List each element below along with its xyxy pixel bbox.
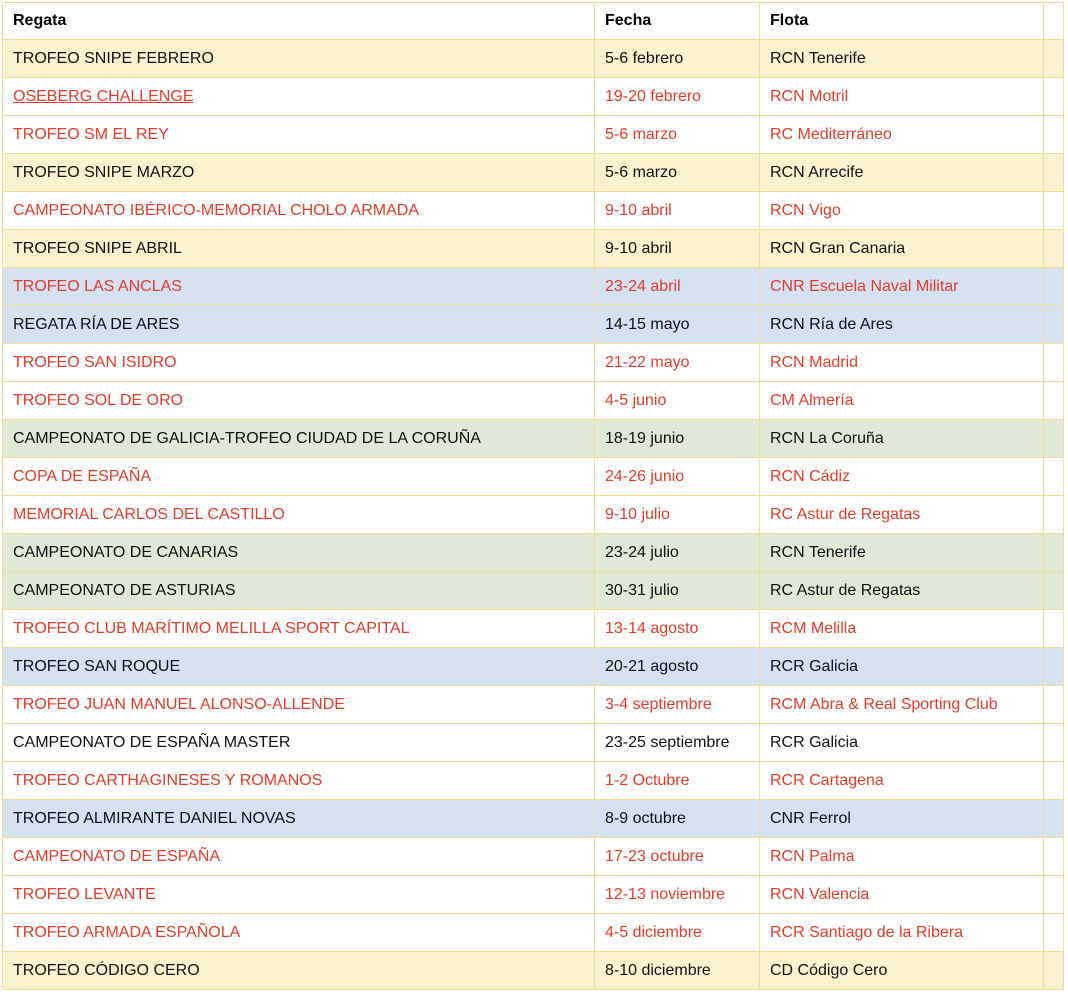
fecha-cell: 13-14 agosto [595,610,760,648]
flota-cell: CNR Ferrol [760,800,1044,838]
flota-cell: RCN Valencia [760,876,1044,914]
fecha-cell: 12-13 noviembre [595,876,760,914]
regata-cell: TROFEO CÓDIGO CERO [3,952,595,990]
fecha-cell: 18-19 junio [595,420,760,458]
blank-cell [1044,116,1064,154]
table-row [3,268,1064,306]
table-row [3,724,1064,762]
blank-cell [1044,154,1064,192]
regata-cell: TROFEO CLUB MARÍTIMO MELILLA SPORT CAPITAL [3,610,595,648]
flota-cell: RCR Galicia [760,724,1044,762]
regata-cell: CAMPEONATO IBÉRICO-MEMORIAL CHOLO ARMADA [3,192,595,230]
blank-cell [1044,952,1064,990]
regata-cell: CAMPEONATO DE CANARIAS [3,534,595,572]
blank-cell [1044,458,1064,496]
flota-cell: RCN Palma [760,838,1044,876]
blank-cell [1044,496,1064,534]
fecha-cell: 3-4 septiembre [595,686,760,724]
fecha-cell: 9-10 julio [595,496,760,534]
fecha-cell: 14-15 mayo [595,306,760,344]
fecha-cell: 21-22 mayo [595,344,760,382]
table-row [3,876,1064,914]
flota-cell: RCN Motril [760,78,1044,116]
blank-cell [1044,268,1064,306]
header-fecha: Fecha [595,3,760,40]
fecha-cell: 1-2 Octubre [595,762,760,800]
table-row [3,838,1064,876]
fecha-cell: 23-24 julio [595,534,760,572]
table-row [3,572,1064,610]
blank-cell [1044,686,1064,724]
regata-cell: CAMPEONATO DE ESPAÑA MASTER [3,724,595,762]
fecha-cell: 8-9 octubre [595,800,760,838]
table-body [3,40,1064,990]
header-regata: Regata [3,3,595,40]
regata-cell: TROFEO JUAN MANUEL ALONSO-ALLENDE [3,686,595,724]
blank-cell [1044,344,1064,382]
regata-cell: CAMPEONATO DE GALICIA-TROFEO CIUDAD DE LA CORUÑA [3,420,595,458]
regata-cell[interactable]: OSEBERG CHALLENGE [3,78,595,116]
regata-cell: TROFEO SM EL REY [3,116,595,154]
fecha-cell: 5-6 marzo [595,116,760,154]
fecha-cell: 20-21 agosto [595,648,760,686]
blank-cell [1044,762,1064,800]
table-row [3,610,1064,648]
flota-cell: RCN Cádiz [760,458,1044,496]
blank-cell [1044,914,1064,952]
fecha-cell: 17-23 octubre [595,838,760,876]
fecha-cell: 30-31 julio [595,572,760,610]
table-row [3,648,1064,686]
blank-cell [1044,382,1064,420]
table-row [3,230,1064,268]
table-row [3,496,1064,534]
regata-cell: TROFEO SNIPE FEBRERO [3,40,595,78]
blank-cell [1044,724,1064,762]
flota-cell: RCN Ría de Ares [760,306,1044,344]
table-row [3,800,1064,838]
flota-cell: RCN La Coruña [760,420,1044,458]
regata-cell: TROFEO CARTHAGINESES Y ROMANOS [3,762,595,800]
table-row [3,420,1064,458]
regata-cell: TROFEO SNIPE ABRIL [3,230,595,268]
regata-cell: TROFEO LAS ANCLAS [3,268,595,306]
flota-cell: RC Astur de Regatas [760,496,1044,534]
regata-cell: CAMPEONATO DE ASTURIAS [3,572,595,610]
blank-cell [1044,192,1064,230]
table-row [3,306,1064,344]
blank-cell [1044,838,1064,876]
flota-cell: RCR Galicia [760,648,1044,686]
fecha-cell: 19-20 febrero [595,78,760,116]
table-row [3,154,1064,192]
regata-cell: CAMPEONATO DE ESPAÑA [3,838,595,876]
flota-cell: RCN Madrid [760,344,1044,382]
regata-cell: TROFEO SAN ISIDRO [3,344,595,382]
flota-cell: RCM Abra & Real Sporting Club [760,686,1044,724]
fecha-cell: 8-10 diciembre [595,952,760,990]
regata-cell: TROFEO ALMIRANTE DANIEL NOVAS [3,800,595,838]
fecha-cell: 9-10 abril [595,230,760,268]
fecha-cell: 4-5 diciembre [595,914,760,952]
fecha-cell: 9-10 abril [595,192,760,230]
blank-cell [1044,800,1064,838]
blank-cell [1044,78,1064,116]
table-row [3,534,1064,572]
regata-cell: TROFEO ARMADA ESPAÑOLA [3,914,595,952]
blank-cell [1044,420,1064,458]
header-row [3,3,1064,40]
regata-cell: TROFEO LEVANTE [3,876,595,914]
flota-cell: CD Código Cero [760,952,1044,990]
table-row [3,686,1064,724]
flota-cell: CNR Escuela Naval Militar [760,268,1044,306]
table-row [3,78,1064,116]
table-row [3,914,1064,952]
header-flota: Flota [760,3,1044,40]
flota-cell: RCN Gran Canaria [760,230,1044,268]
flota-cell: CM Almería [760,382,1044,420]
flota-cell: RCM Melilla [760,610,1044,648]
fecha-cell: 5-6 febrero [595,40,760,78]
regata-cell: TROFEO SNIPE MARZO [3,154,595,192]
blank-cell [1044,230,1064,268]
table-row [3,192,1064,230]
regata-cell: REGATA RÍA DE ARES [3,306,595,344]
table-row [3,458,1064,496]
flota-cell: RCR Cartagena [760,762,1044,800]
fecha-cell: 5-6 marzo [595,154,760,192]
regata-cell: MEMORIAL CARLOS DEL CASTILLO [3,496,595,534]
table-row [3,344,1064,382]
table-row [3,382,1064,420]
blank-cell [1044,40,1064,78]
flota-cell: RCN Arrecife [760,154,1044,192]
fecha-cell: 23-24 abril [595,268,760,306]
blank-cell [1044,306,1064,344]
flota-cell: RCR Santiago de la Ribera [760,914,1044,952]
fecha-cell: 4-5 junio [595,382,760,420]
flota-cell: RCN Tenerife [760,534,1044,572]
table-row [3,762,1064,800]
table-row [3,40,1064,78]
table-row [3,116,1064,154]
blank-cell [1044,648,1064,686]
regata-cell: TROFEO SOL DE ORO [3,382,595,420]
flota-cell: RC Astur de Regatas [760,572,1044,610]
flota-cell: RCN Vigo [760,192,1044,230]
fecha-cell: 23-25 septiembre [595,724,760,762]
fecha-cell: 24-26 junio [595,458,760,496]
regattas-table [2,2,1064,990]
blank-cell [1044,610,1064,648]
flota-cell: RCN Tenerife [760,40,1044,78]
blank-cell [1044,534,1064,572]
regata-cell: TROFEO SAN ROQUE [3,648,595,686]
regata-cell: COPA DE ESPAÑA [3,458,595,496]
flota-cell: RC Mediterráneo [760,116,1044,154]
table-row [3,952,1064,990]
header-blank [1044,3,1064,40]
blank-cell [1044,572,1064,610]
blank-cell [1044,876,1064,914]
